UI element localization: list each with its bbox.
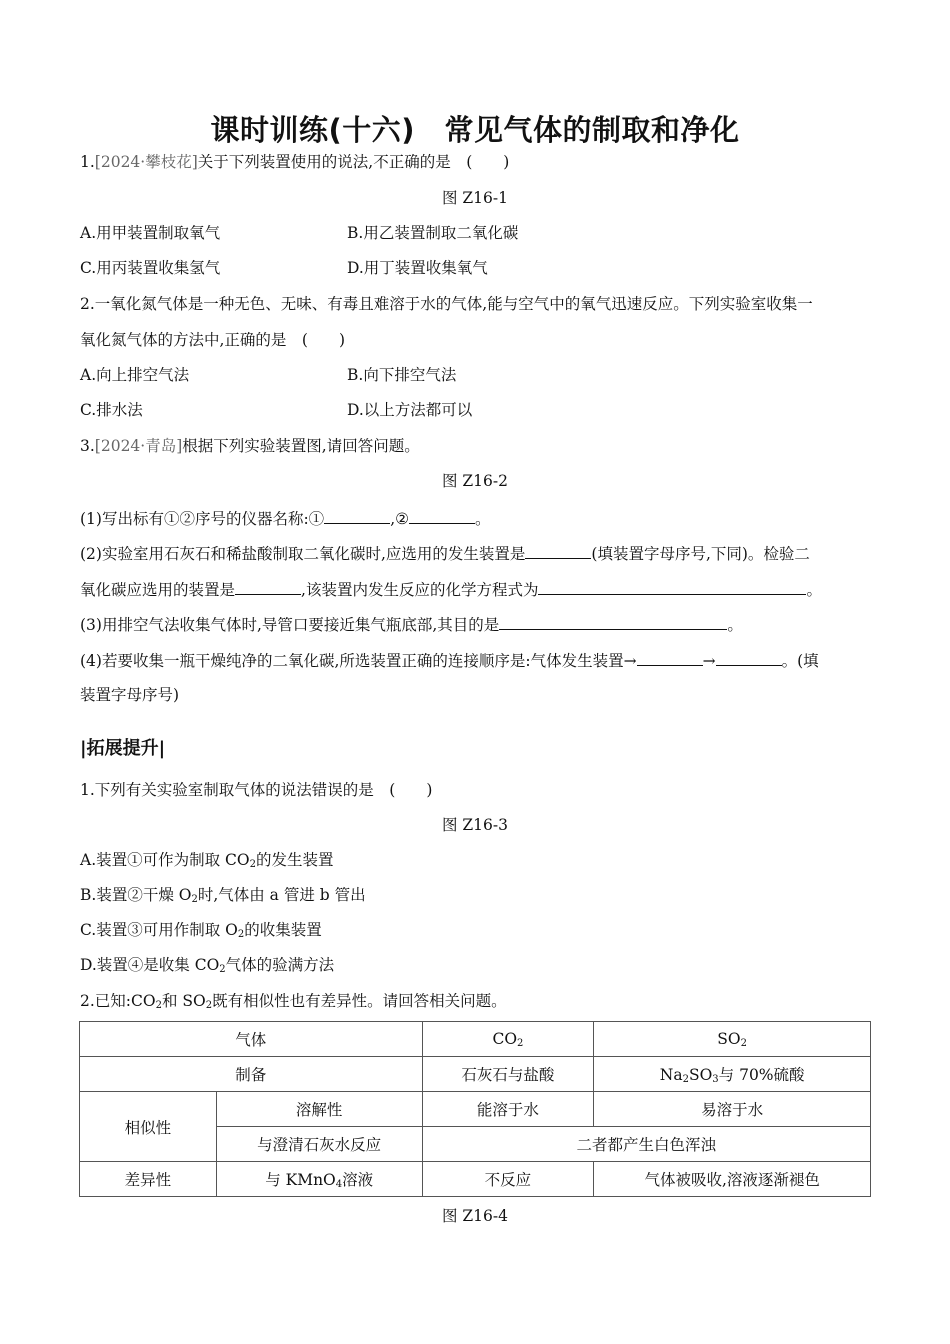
cell-so2-solubility: 易溶于水	[594, 1092, 871, 1127]
q1-option-b: B.用乙装置制取二氧化碳	[347, 224, 519, 242]
q1-stem: 1.[2024·攀枝花]关于下列装置使用的说法,不正确的是 ( )	[80, 153, 510, 171]
cell-co2-kmno4: 不反应	[422, 1162, 594, 1197]
q2-stem-line1: 2.一氧化氮气体是一种无色、无味、有毒且难溶于水的气体,能与空气中的氧气迅速反应。下列实验室收集一	[80, 295, 813, 313]
q2-option-a: A.向上排空气法	[80, 366, 190, 384]
cell-co2-preparation: 石灰石与盐酸	[422, 1057, 594, 1092]
q3-stem: 3.[2024·青岛]根据下列实验装置图,请回答问题。	[80, 437, 420, 455]
q1-option-a: A.用甲装置制取氧气	[80, 224, 221, 242]
comparison-table	[79, 1021, 871, 1197]
table-row	[80, 1162, 871, 1197]
cell-property-solubility: 溶解性	[216, 1092, 422, 1127]
answer-blank[interactable]	[235, 578, 301, 595]
header-co2: $CO_2$	[422, 1022, 594, 1057]
header-gas: 气体	[80, 1022, 423, 1057]
row-label-preparation: 制备	[80, 1057, 423, 1092]
answer-blank[interactable]	[525, 542, 591, 559]
q3-figure-caption: 图 Z16-2	[441, 472, 509, 490]
e1-figure-caption: 图 Z16-3	[441, 816, 509, 834]
answer-blank[interactable]	[409, 507, 475, 524]
q2-stem-line2: 氧化氮气体的方法中,正确的是 ( )	[80, 331, 346, 349]
q1-figure-caption: 图 Z16-1	[441, 189, 509, 207]
page-title: 课时训练(十六) 常见气体的制取和净化	[210, 113, 740, 147]
cell-both-limewater: 二者都产生白色浑浊	[422, 1127, 870, 1162]
answer-blank[interactable]	[637, 649, 703, 666]
table-row	[80, 1022, 871, 1057]
answer-blank[interactable]	[324, 507, 390, 524]
q1-source: [2024·攀枝花]	[94, 153, 198, 171]
cell-property-limewater: 与澄清石灰水反应	[216, 1127, 422, 1162]
e1-option-c: C.装置③可用作制取 $O_2$的收集装置	[80, 921, 322, 940]
q3-part4-line1: (4)若要收集一瓶干燥纯净的二氧化碳,所选装置正确的连接顺序是:气体发生装置→ → 。(填	[80, 649, 819, 671]
table-row	[80, 1092, 871, 1127]
answer-blank[interactable]	[716, 649, 782, 666]
q2-option-b: B.向下排空气法	[347, 366, 457, 384]
q3-part2-line2: 氧化碳应选用的装置是 ,该装置内发生反应的化学方程式为 。	[80, 578, 822, 600]
q2-option-c: C.排水法	[80, 401, 143, 419]
answer-blank[interactable]	[538, 578, 806, 595]
answer-blank[interactable]	[499, 613, 727, 630]
row-label-difference: 差异性	[80, 1162, 217, 1197]
e2-stem: 2.已知$:CO_2$和 $SO_2$既有相似性也有差异性。请回答相关问题。	[80, 992, 507, 1011]
q3-part4-line2: 装置字母序号)	[80, 686, 180, 704]
row-label-similarity: 相似性	[80, 1092, 217, 1162]
e1-stem: 1.下列有关实验室制取气体的说法错误的是 ( )	[80, 781, 433, 799]
q1-option-c: C.用丙装置收集氢气	[80, 259, 221, 277]
q2-option-d: D.以上方法都可以	[347, 401, 473, 419]
table-figure-caption: 图 Z16-4	[441, 1207, 509, 1225]
q1-option-d: D.用丁装置收集氧气	[347, 259, 488, 277]
e1-option-b: B.装置②干燥 $O_2$时,气体由 a 管进 b 管出	[80, 886, 366, 905]
header-so2: $SO_2$	[594, 1022, 871, 1057]
cell-so2-preparation: $Na_2SO_3$与 70%硫酸	[594, 1057, 871, 1092]
cell-property-kmno4: 与 KMnO$_4$溶液	[216, 1162, 422, 1197]
q3-part2-line1: (2)实验室用石灰石和稀盐酸制取二氧化碳时,应选用的发生装置是 (填装置字母序号,下同)。检验二	[80, 542, 810, 564]
table-row	[80, 1057, 871, 1092]
cell-co2-solubility: 能溶于水	[422, 1092, 594, 1127]
cell-so2-kmno4: 气体被吸收,溶液逐渐褪色	[594, 1162, 871, 1197]
e1-option-d: D.装置④是收集 $CO_2$气体的验满方法	[80, 956, 335, 975]
e1-option-a: A.装置①可作为制取 $CO_2$的发生装置	[80, 851, 334, 870]
q3-source: [2024·青岛]	[94, 437, 183, 455]
q3-part3: (3)用排空气法收集气体时,导管口要接近集气瓶底部,其目的是 。	[80, 613, 743, 635]
section-heading: |拓展提升|	[80, 738, 166, 759]
q3-part1: (1)写出标有①②序号的仪器名称:① ,② 。	[80, 507, 491, 529]
